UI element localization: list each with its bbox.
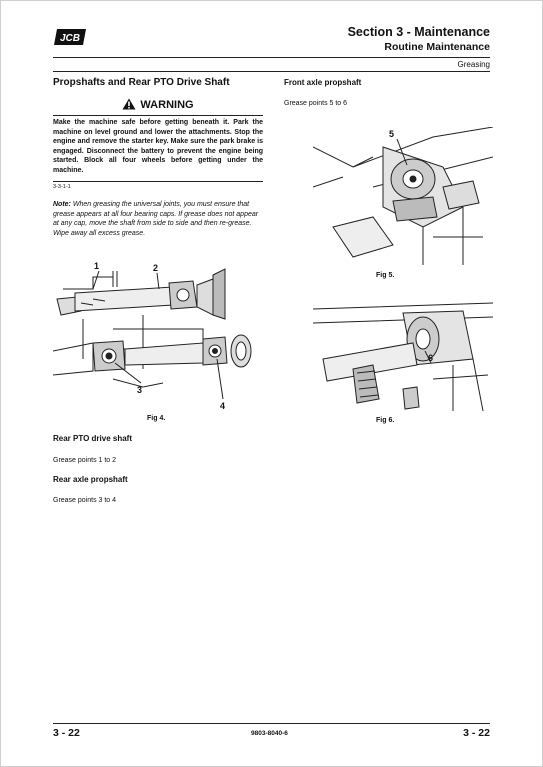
- header-divider-lower: [53, 71, 490, 72]
- rear-pto-text: Grease points 1 to 2: [53, 457, 117, 464]
- rear-pto-heading: Rear PTO drive shaft: [53, 434, 132, 443]
- topic-label: Greasing: [457, 60, 490, 69]
- warning-triangle-icon: [122, 98, 136, 110]
- front-axle-heading: Front axle propshaft: [284, 78, 362, 87]
- fig6-caption: Fig 6.: [376, 417, 395, 424]
- fig4-callout-3: 3: [137, 385, 143, 395]
- page-number-right: 3 - 22: [463, 727, 490, 739]
- section-title: Section 3 - Maintenance: [347, 25, 490, 39]
- front-axle-text: Grease points 5 to 6: [284, 100, 348, 107]
- page-number-left: 3 - 22: [53, 727, 80, 739]
- brand-text: JCB: [59, 33, 81, 44]
- fig4-callout-2: 2: [153, 263, 159, 273]
- propshafts-heading: Propshafts and Rear PTO Drive Shaft: [53, 77, 230, 88]
- rear-axle-text: Grease points 3 to 4: [53, 497, 117, 504]
- fig6-callout-6: 6: [428, 353, 434, 363]
- warning-divider-bottom: [53, 181, 263, 182]
- footer-divider: [53, 723, 490, 724]
- fig4-callout-4: 4: [220, 401, 226, 411]
- warning-code: 3-3-1-1: [53, 184, 71, 190]
- fig5-front-propshaft-illustration: [313, 127, 493, 265]
- fig4-caption: Fig 4.: [147, 415, 166, 422]
- warning-title-text: WARNING: [140, 99, 194, 111]
- warning-text: Make the machine safe before getting beneath it. Park the machine on level ground and lower the attachments. Stop the engine and remove the starter key. Make sure the park brake is engaged. Disconnect the battery to prevent the engine being started. Block all four wheels before getting under the machine.: [53, 119, 263, 174]
- fig4-propshaft-illustration: [53, 259, 263, 411]
- section-subtitle: Routine Maintenance: [384, 41, 490, 53]
- jcb-logo-icon: [53, 27, 87, 47]
- note-text: When greasing the universal joints, you must ensure that grease appears at all four bearing caps. If grease does not appear at any cap, move the shaft from side to side and then re-grease. Wipe away all excess grease.: [53, 201, 259, 237]
- note-label: Note:: [53, 201, 71, 208]
- note-paragraph: [53, 200, 263, 238]
- rear-axle-heading: Rear axle propshaft: [53, 475, 128, 484]
- document-number: 9803-8040-6: [251, 730, 288, 737]
- warning-divider: [53, 115, 263, 116]
- fig5-callout-5: 5: [389, 129, 395, 139]
- fig4-callout-1: 1: [94, 261, 100, 271]
- fig5-caption: Fig 5.: [376, 272, 395, 279]
- warning-title: [53, 98, 263, 111]
- fig6-front-propshaft-illustration: [313, 299, 493, 411]
- header-divider: [53, 57, 490, 58]
